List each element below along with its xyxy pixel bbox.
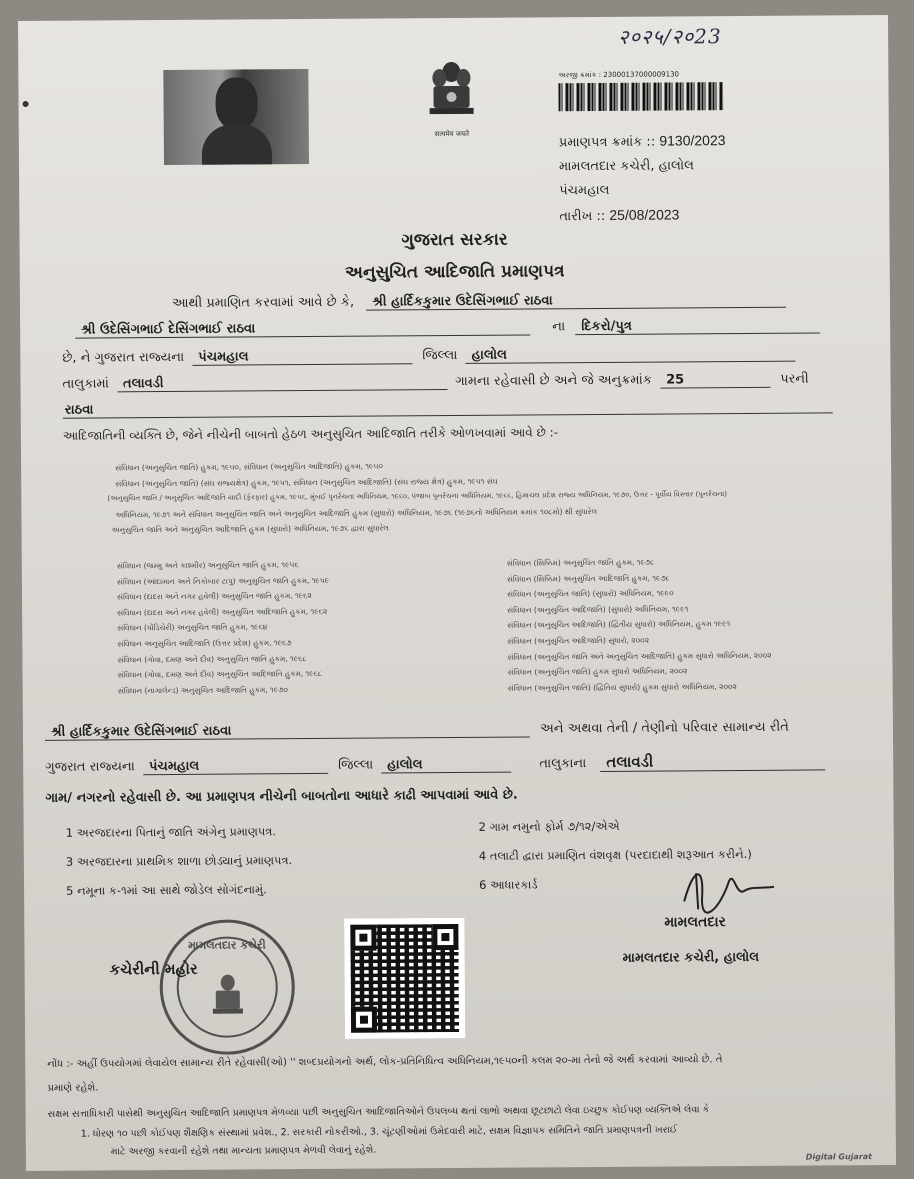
certify-row: [172, 292, 786, 312]
orders-left-column: [117, 557, 330, 699]
signature-block: [674, 861, 784, 921]
order-line: સંવિધાન (અનુસુચિત જાતિ) હુકમ, ૧૯૫૦, સંવિધાન (અનુસુચિત આદિજાતિ) હુકમ, ૧૯૫૦: [115, 461, 383, 473]
ashoka-emblem-icon: [423, 58, 479, 128]
order-item: સંવિધાન (ગોવા, દમણ અને દીવ) અનુસુચિત જાતિ હુકમ, ૧૯૬૮: [117, 653, 307, 664]
issuing-office: મામલતદાર કચેરી, હાલોલ: [558, 158, 694, 175]
holder-name: શ્રી હાર્દિકકુમાર ઉદેસિંગભાઈ રાઠવા: [45, 721, 530, 740]
issue-date: 25/08/2023: [609, 206, 680, 223]
document-item: 2 ગામ નમુનો ફોર્મ ૭/૧૨/એએ: [478, 818, 620, 834]
order-item: સંવિધાન (સિક્કિમ) અનુસુચિત જાતિ હુકમ, ૧૯૭૮: [506, 557, 655, 568]
order-line: અનુસુચિત જાતિ અને અનુસુચિત આદિજાતિ હુકમ (સુધારો) અધિનિયમ, ૧૯૭૬ દ્વારા સુધારેલ: [111, 523, 389, 535]
orders-right-column: [507, 554, 772, 696]
signatory-title: મામલતદાર: [664, 914, 726, 931]
document-item: 1 અરજદારના પિતાનું જાતિ અંગેનુ પ્રમાણપત્ર.: [65, 824, 277, 840]
resident-line: ગામ/ નગરનો રહેવાસી છે. આ પ્રમાણપત્ર નીચેની બાબતોના આધારે કાઢી આપવામાં આવે છે.: [45, 787, 518, 806]
application-number: અરજી ક્રમાંક : 23000137000009130: [558, 70, 680, 80]
tribe-row: [63, 397, 833, 418]
seal-ring-text: મામલતદાર કચેરી: [188, 938, 266, 952]
order-item: સંવિધાન અનુસુચિત આદિજાતિ (ઉત્તર પ્રદેશ) હુકમ, ૧૯૬૭: [117, 638, 292, 649]
certificate-number: 9130/2023: [659, 132, 726, 149]
tribe-name: રાઠવા: [63, 397, 833, 418]
holder-district-name: હાલોલ: [381, 757, 511, 774]
document-item: 3 અરજદારના પ્રાથમિક શાળા છોડ્યાનું પ્રમાણપત્ર.: [65, 853, 293, 869]
district-value: પંચમહાલ: [192, 348, 412, 366]
order-line: (અનુસુચિત જાતિ / અનુસુચિત આદિજાતિ યાદી (ફેરફાર) હુકમ, ૧૯૫૬, મુંબઈ પુનર્રચના અધિનિયમ, ૧૯૬૦, પંજાબ પુનર્રચના અધિનિયમ, ૧૯૬૬, હિમાચલ પ્રદેશ રાજ્ય અધિનિયમ, ૧૯૭૦, ઉત્તર - પૂર્વીય વિસ્તાર (પુનર્રચના): [107, 490, 727, 503]
order-item: સંવિધાન (દાદરા અને નગર હવેલી) અનુસુચિત આદિજાતિ હુકમ, ૧૯૬૨: [117, 606, 328, 618]
signatory-office: મામલતદાર કચેરી, હાલોલ: [622, 949, 760, 966]
order-item: સંવિધાન (અનુસુચિત જાતિ) હુકમ સુધારો અધિનિયમ, ૨૦૦૨: [507, 666, 688, 677]
note-line-4: 1. ધોરણ ૧૦ પછી કોઈપણ શૈક્ષણિક સંસ્થામાં પ્રવેશ., 2. સરકારી નોકરીઓ., 3. ચૂંટણીઓમાં ઉમેદવારી માટે, સક્ષમ વિજ્ઞાપક સમિતિને જાતિ પ્રમાણપત્રની ખરાઈ: [80, 1124, 678, 1140]
taluka-name: તલાવડી: [117, 374, 447, 392]
applicant-name: શ્રી હાર્દિકકુમાર ઉદેસિંગભાઈ રાઠવા: [366, 292, 786, 311]
certificate-number-row: [559, 128, 726, 155]
order-item: સંવિધાન (અનુસુચિત આદિજાતિ) (સુધારો) અધિનિયમ, ૧૯૯૧: [507, 604, 689, 615]
qr-finder: [350, 925, 376, 951]
document-item: 4 તલાટી દ્વારા પ્રમાણિત વંશવૃક્ષ (પરદાદાથી શરૂઆત કરીને.): [478, 846, 752, 863]
holder-district-value: પંચમહાલ: [143, 758, 328, 775]
tribe-recognition-line: આદિજાતિની વ્યક્તિ છે, જેને નીચેની બાબતો હેઠળ અનુસુચિત આદિજાતિ તરીકે ઓળખવામાં આવે છે :-: [62, 425, 559, 443]
certificate-title: અનુસુચિત આદિજાતિ પ્રમાણપત્ર: [344, 261, 565, 283]
punch-hole: [23, 101, 29, 107]
order-item: સંવિધાન (અનુસુચિત જાતિ) (દ્વિતિય સુધારો) હુકમ સુધારો અધિનિયમ, ૨૦૦૨: [507, 681, 737, 693]
order-item: સંવિધાન (આંદામાન અને નિકોબાર ટાપુ) અનુસુચિત જાતિ હુકમ, ૧૯૫૯: [116, 575, 330, 586]
note-line-2: પ્રમાણે રહેશે.: [47, 1082, 99, 1094]
order-line: અધિનિયમ, ૧૯૭૧ અને સંવિધાન અનુસુચિત જાતિ અને અનુસુચિત આદિજાતિ હુકમ (સુધારો) અધિનિયમ, ૧૯૭૬ (૧૯૭૬નો અધિનિયમ ક્રમાંક ૧૦૮મો) થી સુધારેલ: [115, 506, 598, 519]
taluka-row: [62, 372, 808, 393]
emblem-caption: सत्यमेव जयते: [434, 129, 470, 139]
village-label: ગામના રહેવાસી છે અને જે અનુક્રમાંક: [455, 372, 652, 390]
certify-label: આથી પ્રમાણિત કરવામાં આવે છે કે,: [171, 294, 355, 311]
order-item: સંવિધાન (અનુસુચિત આદિજાતિ) (દ્વિતીય સુધારો) અધિનિયમ, હુકમ ૧૯૯૧: [507, 619, 731, 631]
order-item: સંવિધાન (જમ્મુ અને કાશ્મીર) અનુસુચિત જાતિ હુકમ, ૧૯૫૬: [116, 560, 299, 571]
father-row: [75, 317, 820, 338]
certificate-number-label: પ્રમાણપત્ર ક્રમાંક ::: [558, 134, 656, 151]
state-row: [62, 346, 795, 367]
office-seal: [159, 919, 295, 1055]
relation: દિકરો/પુત્ર: [575, 317, 820, 335]
per-label: પરની: [780, 371, 809, 387]
holder-taluka-label: તાલુકાના: [539, 756, 587, 772]
holder-taluka-name: તલાવડી: [600, 751, 825, 772]
issue-date-row: [559, 202, 726, 229]
issuing-district: પંચમહાલ: [559, 182, 610, 199]
barcode: [558, 82, 723, 111]
note-line-1: નોંધ :- અહીં ઉપયોગમાં લેવાયેલ સામાન્ય રીતે રહેવાસી(ઓ) '' શબ્દપ્રયોગનો અર્થ, લોક-પ્રતિનિધિત્વ અધિનિયમ,૧૯૫૦ની કલમ ૨૦-મા તેનો જે અર્થ કરવામાં આવ્યો છે. તે: [47, 1054, 723, 1070]
serial-number: 25: [660, 372, 770, 389]
family-label: અને અથવા તેની / તેણીનો પરિવાર સામાન્ય રીતે: [540, 719, 789, 737]
handwritten-number: २०२५/२०23: [618, 24, 722, 49]
document-item: 6 આધારકાર્ડ: [478, 877, 538, 892]
note-line-5: માટે અરજી કરવાની રહેશે તથા માન્યતા પ્રમાણપત્ર મેળવી લેવાનું રહેશે.: [110, 1144, 377, 1158]
order-item: સંવિધાન (સિક્કિમ) અનુસુચિત આદિજાતિ હુકમ, ૧૯૭૮: [506, 573, 670, 584]
state-emblem: [416, 58, 487, 139]
photo-body: [202, 124, 272, 164]
order-item: સંવિધાન (અનુસુચિત આદિજાતિ) સુધારો, ૨૦૦૨: [507, 635, 650, 646]
qr-finder: [351, 1007, 377, 1033]
issue-date-label: તારીખ ::: [559, 208, 606, 225]
certificate-paper: [18, 15, 896, 1171]
order-line: સંવિધાન (અનુસુચિત જાતિ) (સંઘ રાજ્યક્ષેત્ર) હુકમ, ૧૯૫૧, સંવિધાન (અનુસુચિત આદિજાતિ) (સંઘ રાજ્ય ક્ષેત્ર) હુકમ, ૧૯૫૧ સંઘ: [115, 476, 498, 488]
documents-left: [66, 817, 293, 906]
signature-icon: [674, 861, 784, 917]
father-name: શ્રી ઉદેસિંગભાઈ દેસિંગભાઈ રાઠવા: [75, 319, 530, 338]
qr-code: [344, 918, 465, 1039]
state-label: છે, ને ગુજરાત રાજ્યના: [62, 349, 185, 366]
holder-state-label: ગુજરાત રાજ્યના: [45, 759, 135, 775]
of-label: ના: [552, 319, 566, 335]
district-name: હાલોલ: [465, 346, 795, 364]
district-label: જિલ્લા: [422, 347, 458, 364]
holder-row: [45, 720, 789, 741]
order-item: સંવિધાન (દાદરા અને નગર હવેલી) અનુસુચિત જાતિ હુકમ, ૧૯૬૨: [116, 591, 312, 602]
holder-district-label: જિલ્લા: [338, 757, 374, 773]
applicant-photo: [163, 69, 309, 165]
note-line-3: સક્ષમ સત્તાધિકારી પાસેથી અનુસુચિત આદિજાતિ પ્રમાણપત્ર મેળવ્યા પછી અનુસુચિત આદિજાતિઓને ઉપલબ્ધ થતાં લાભો અથવા છૂટછાટો લેવા ઇચ્છુક કોઈપણ વ્યક્તિએ લેવા કે: [47, 1104, 710, 1120]
order-item: સંવિધાન (ગોવા, દમણ અને દીવ) અનુસુચિત આદિજાતિ હુકમ, ૧૯૬૮: [117, 669, 323, 680]
order-item: સંવિધાન (પોંડિચેરી) અનુસુચિત જાતિ હુકમ, ૧૯૬૪: [117, 622, 268, 633]
order-item: સંવિધાન (અનુસુચિત જાતિ) (સુધારો) અધિનિયમ, ૧૯૯૦: [506, 588, 674, 599]
holder-state-row: [45, 751, 825, 775]
orders-block: [107, 455, 832, 538]
seal-label: કચેરીની મહોર: [109, 959, 198, 979]
document-item: 5 નમૂના ક-૧માં આ સાથે જોડેલ સોગંદનામું.: [66, 882, 267, 898]
digital-gujarat-logo: Digital Gujarat: [805, 1152, 872, 1162]
order-item: સંવિધાન (નાગાલેન્ડ) અનુસુચિત આદિજાતિ હુકમ, ૧૯૭૦: [117, 684, 288, 696]
taluka-label: તાલુકામાં: [62, 376, 109, 392]
seal-emblem-icon: [208, 970, 248, 1020]
certificate-info: [559, 128, 726, 229]
qr-finder: [432, 924, 458, 950]
order-item: સંવિધાન (અનુસુચિત જાતિ અને અનુસુચિત આદિજાતિ) હુકમ સુધારો અધિનિયમ, ૨૦૦૨: [507, 650, 772, 662]
photo-head: [215, 77, 257, 129]
government-title: ગુજરાત સરકાર: [401, 229, 508, 251]
